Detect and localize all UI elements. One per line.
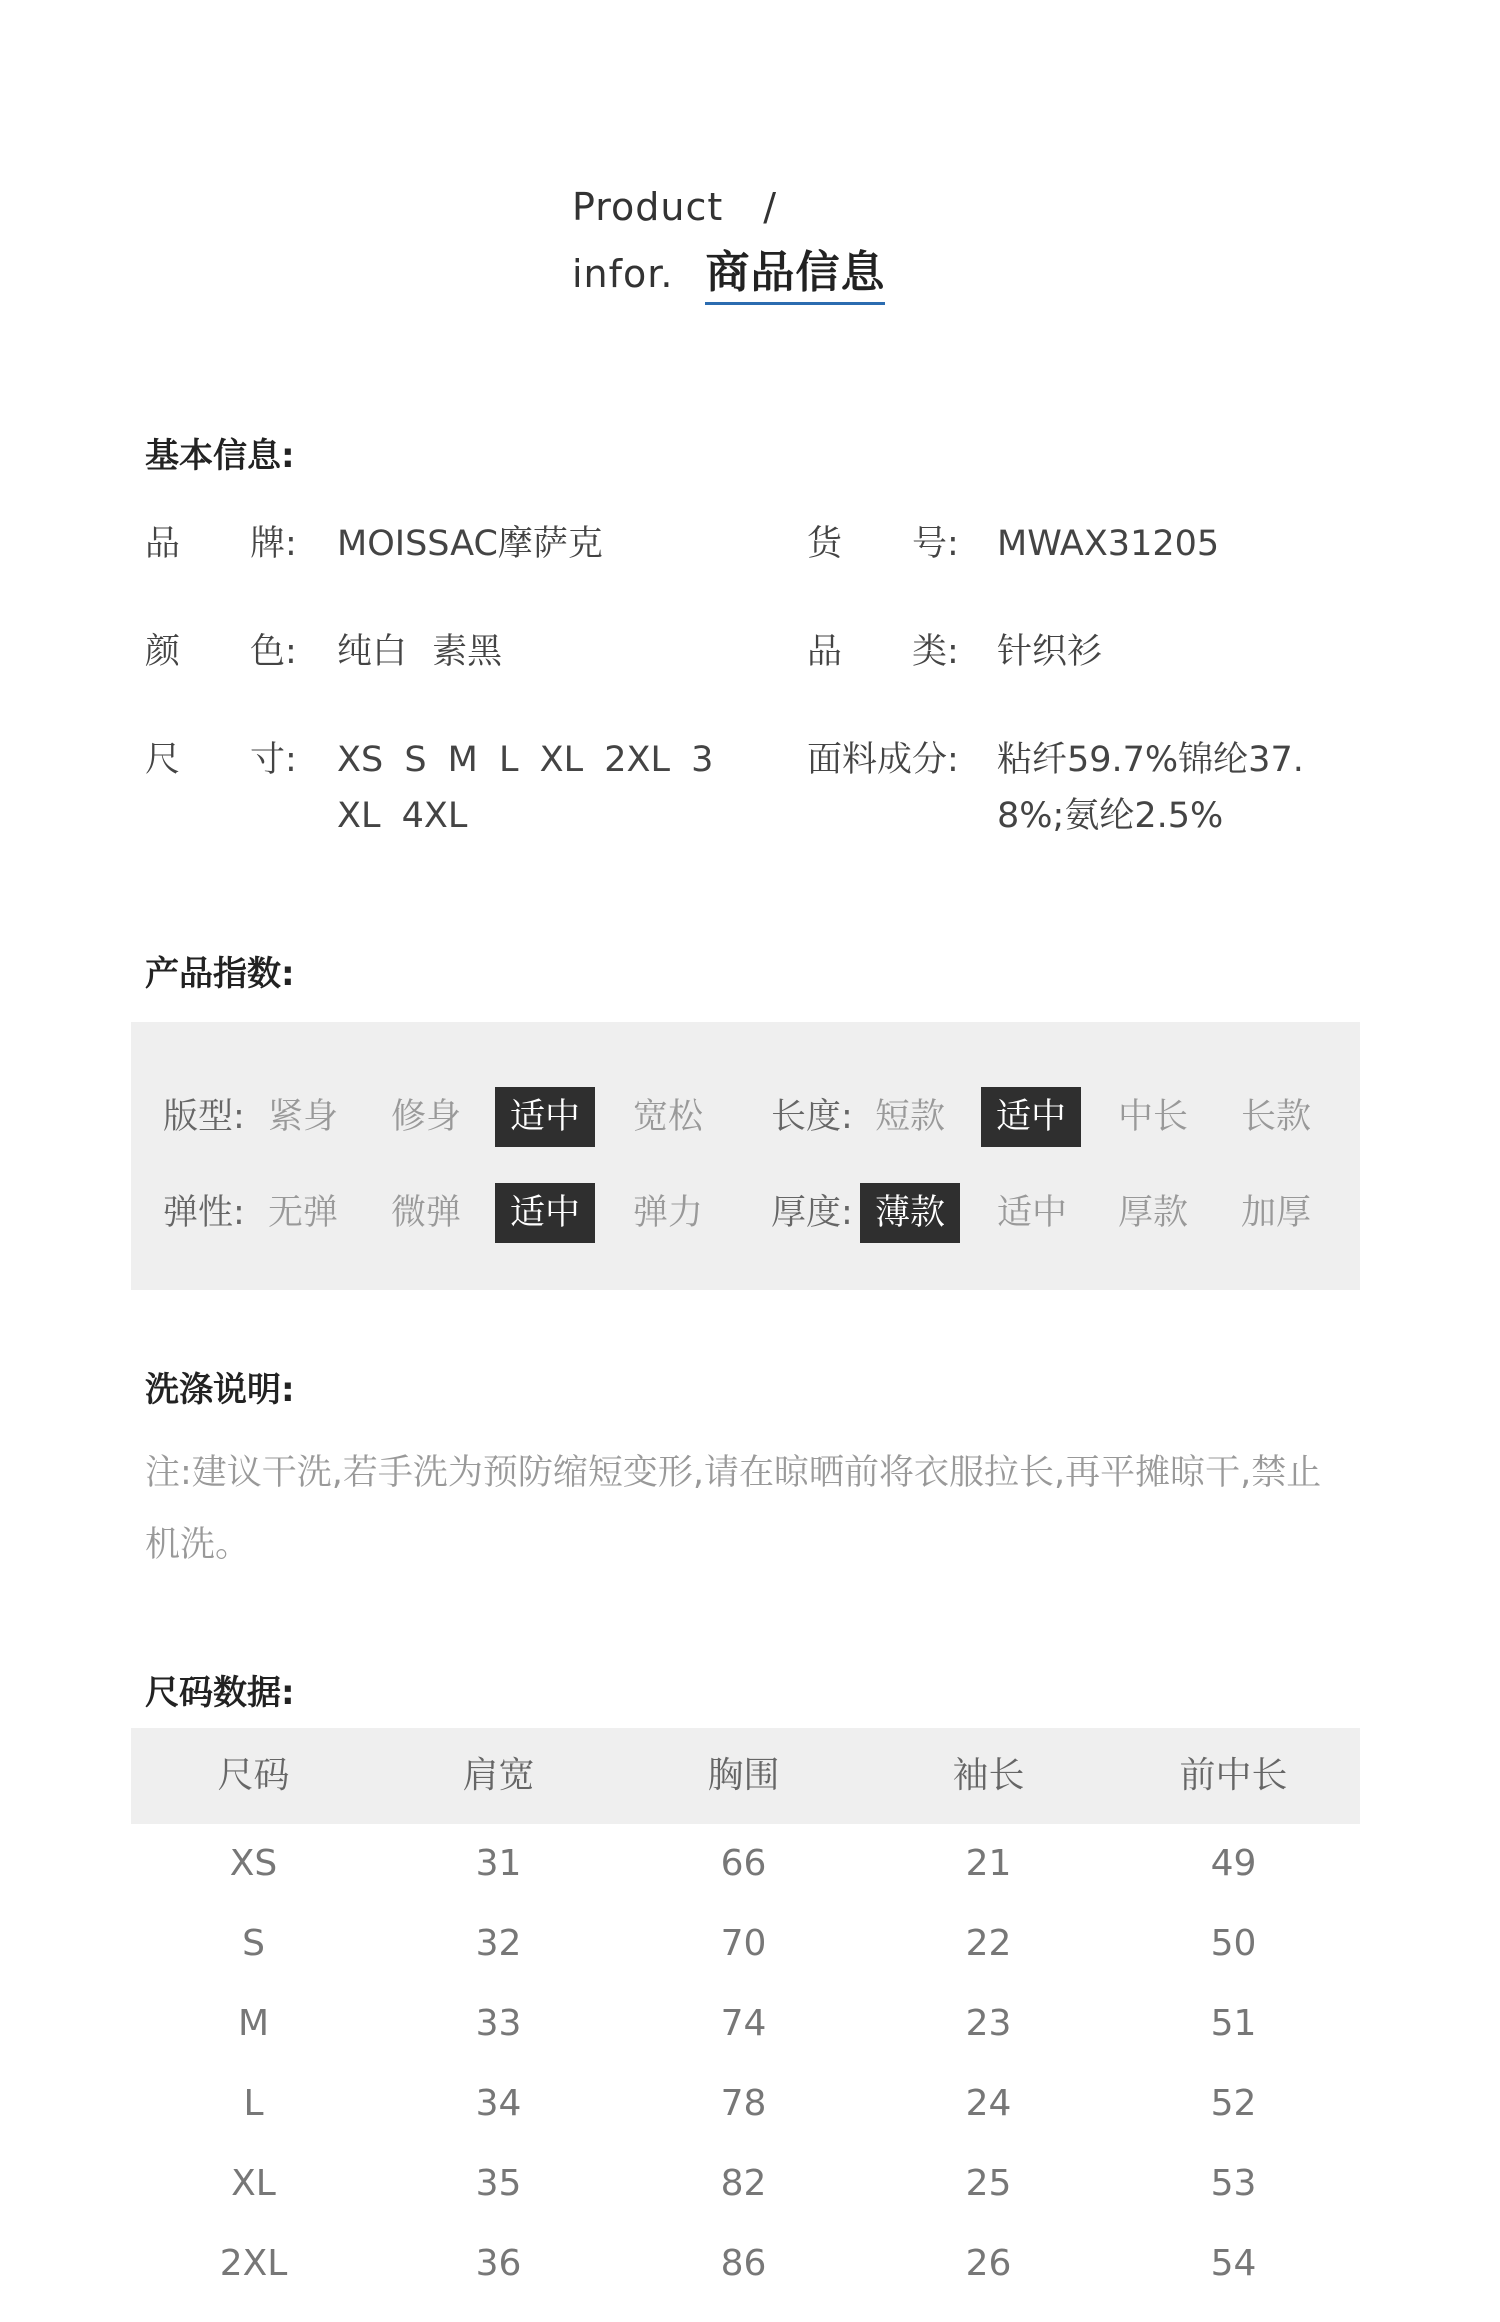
elastic-option: 微弹 [391,1193,462,1233]
table-cell: M [237,2003,270,2044]
fit-option-selected: 适中 [495,1087,595,1147]
header-cell-sleeve: 袖长 [952,1755,1025,1796]
elastic-option: 弹力 [633,1193,704,1233]
item-number-label: 货 号: [807,524,959,564]
table-cell: L [243,2083,264,2124]
table-cell: 32 [475,1923,522,1964]
table-row [131,1984,1360,2064]
page-title-text: 商品信息 [705,247,886,298]
title-underline [705,302,885,305]
size-label: 尺 寸: [145,740,297,780]
table-cell: 33 [475,2003,522,2044]
color-field [145,624,503,674]
table-cell: 23 [965,2003,1012,2044]
length-label: 长度: [771,1097,853,1137]
item-number-field [807,516,1220,566]
fabric-value: 粘纤59.7%锦纶37.8%;氨纶2.5% [997,740,1304,836]
brand-field [145,516,603,566]
thickness-option: 适中 [997,1193,1068,1233]
fabric-label: 面料成分: [807,740,959,780]
header-cell-shoulder: 肩宽 [462,1755,535,1796]
table-cell: 26 [965,2243,1012,2284]
fabric-field [807,732,1304,836]
table-cell: 22 [965,1923,1012,1964]
elastic-label: 弹性: [163,1193,245,1233]
page-header [572,175,972,309]
header-cell-chest: 胸围 [707,1755,780,1796]
table-cell: 51 [1210,2003,1257,2044]
table-cell: 24 [965,2083,1012,2124]
table-cell: 53 [1210,2163,1257,2204]
item-number-value: MWAX31205 [997,524,1220,564]
fit-option: 修身 [391,1097,462,1137]
category-label: 品 类: [807,632,959,672]
color-label: 颜 色: [145,632,297,672]
table-cell: 52 [1210,2083,1257,2124]
table-cell: 54 [1210,2243,1257,2284]
table-cell: 2XL [219,2243,288,2284]
length-option: 长款 [1241,1097,1312,1137]
table-cell: XS [229,1843,278,1884]
table-cell: XL [231,2163,276,2204]
header-infor-word: infor. [572,252,674,296]
table-cell: 86 [720,2243,767,2284]
table-cell: 36 [475,2243,522,2284]
table-cell: S [242,1923,265,1964]
header-cell-size: 尺码 [217,1755,290,1796]
thickness-label: 厚度: [771,1193,853,1233]
header-line-2 [572,239,972,309]
table-cell: 66 [720,1843,767,1884]
table-row [131,2064,1360,2144]
table-row [131,1824,1360,1904]
page-title [705,243,885,303]
table-cell: 74 [720,2003,767,2044]
thickness-option-selected: 薄款 [860,1183,960,1243]
header-line-1 [572,175,972,239]
header-cell-front-length: 前中长 [1179,1755,1288,1796]
wash-title: 洗涤说明: [145,1370,295,1410]
table-cell: 82 [720,2163,767,2204]
table-cell: 70 [720,1923,767,1964]
elastic-option-selected: 适中 [495,1183,595,1243]
fit-option: 宽松 [633,1097,704,1137]
header-product-word: Product [572,185,724,229]
category-field [807,624,1103,674]
wash-text: 注:建议干洗,若手洗为预防缩短变形,请在晾晒前将衣服拉长,再平摊晾干,禁止机洗。 [145,1453,1322,1565]
table-row [131,1904,1360,1984]
color-value: 纯白 素黑 [337,632,503,672]
size-field [145,732,714,836]
thickness-option: 厚款 [1118,1193,1189,1233]
table-cell: 31 [475,1843,522,1884]
size-data-title: 尺码数据: [145,1673,295,1713]
table-cell: 78 [720,2083,767,2124]
basic-info-title: 基本信息: [145,436,295,476]
table-row [131,2144,1360,2224]
category-value: 针织衫 [997,632,1103,672]
table-cell: 25 [965,2163,1012,2204]
product-index-title: 产品指数: [145,954,295,994]
fit-option: 紧身 [268,1097,339,1137]
size-value: XS S M L XL 2XL 3XL 4XL [337,740,714,836]
brand-value: MOISSAC摩萨克 [337,524,603,564]
size-table-header [131,1728,1360,1824]
length-option: 中长 [1118,1097,1189,1137]
size-table [131,1728,1360,2304]
table-cell: 34 [475,2083,522,2124]
header-slash: / [763,185,778,229]
table-row [131,2224,1360,2304]
thickness-option: 加厚 [1241,1193,1312,1233]
fit-label: 版型: [163,1097,245,1137]
table-cell: 21 [965,1843,1012,1884]
length-option-selected: 适中 [981,1087,1081,1147]
brand-label: 品 牌: [145,524,297,564]
elastic-option: 无弹 [268,1193,339,1233]
product-index-panel [131,1022,1360,1290]
table-cell: 35 [475,2163,522,2204]
table-cell: 49 [1210,1843,1257,1884]
length-option: 短款 [875,1097,946,1137]
table-cell: 50 [1210,1923,1257,1964]
